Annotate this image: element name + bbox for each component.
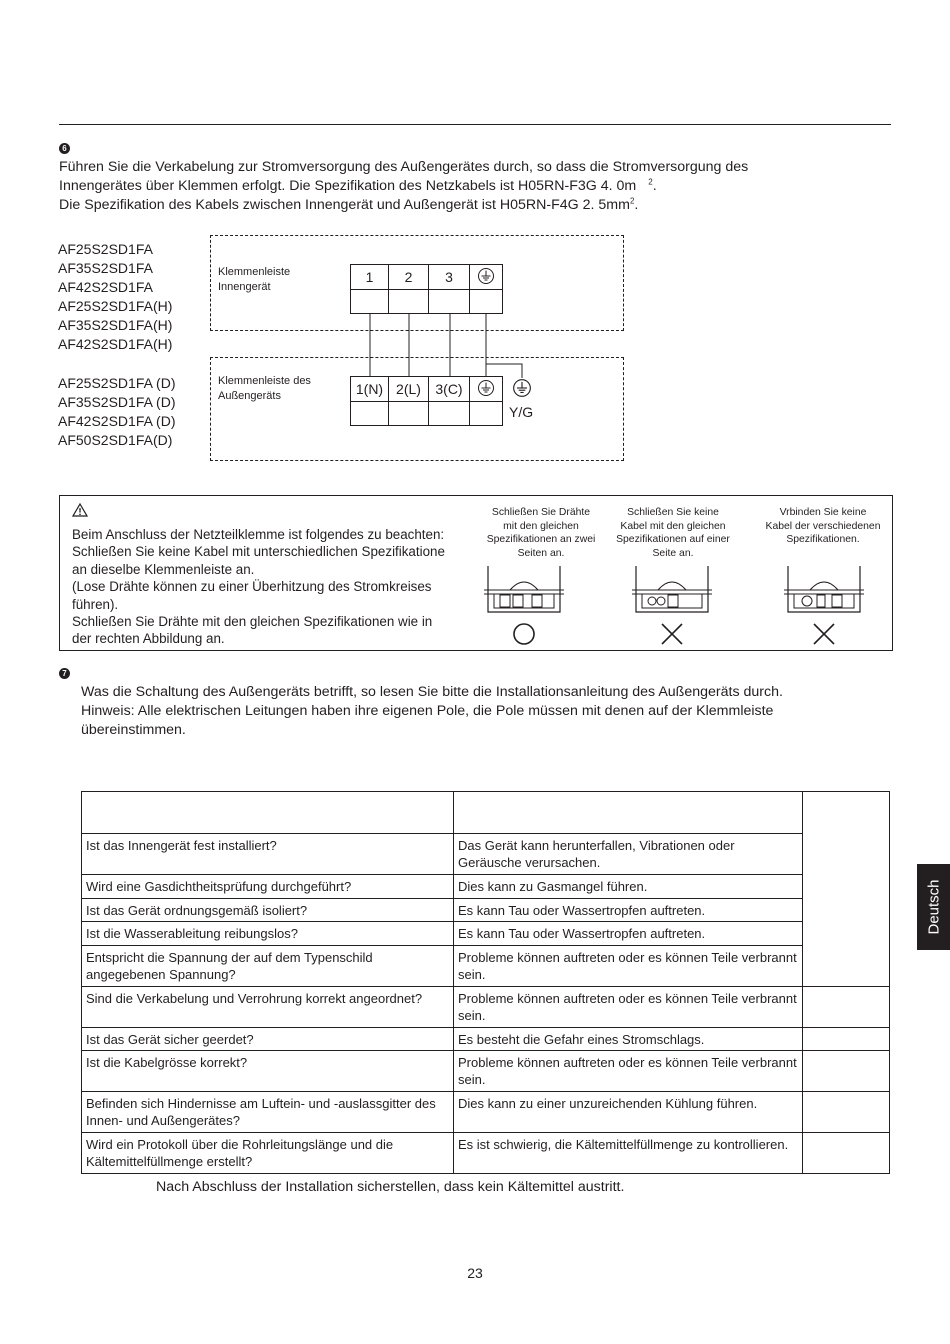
wrong-cross-icon [814, 624, 834, 644]
figure-3-caption [758, 506, 888, 547]
model-item: AF50S2SD1FA(D) [58, 432, 173, 448]
table-row [82, 875, 890, 899]
ground-terminal [470, 265, 503, 290]
section-7-text [81, 683, 783, 740]
warning-line: der rechten Abbildung an. [72, 631, 225, 647]
indoor-label-line-1: Klemmenleiste [218, 266, 291, 278]
caption-line: Spezifikationen. [786, 534, 860, 545]
warning-line: Beim Anschluss der Netzteilklemme ist folgendes zu beachten: [72, 527, 445, 542]
terminal-c: 3(C) [429, 377, 470, 402]
outdoor-terminal-block [350, 376, 503, 426]
line-2-text: Innengerätes über Klemmen erfolgt. Die Spezifikation des Netzkabels ist H05RN-F3G 4. 0m [59, 178, 637, 194]
step-6-marker: 6 [59, 143, 70, 154]
check-item: Befinden sich Hindernisse am Luftein- und -auslassgitter des Innen- und Außengerätes? [82, 1092, 454, 1133]
terminal-figure-wrong-1 [632, 566, 712, 644]
terminal-3: 3 [429, 265, 470, 290]
possible-failure: Das Gerät kann herunterfallen, Vibrationen oder Geräusche verursachen. [454, 834, 803, 875]
table-header-row [82, 792, 890, 834]
caption-line: mit den gleichen [503, 520, 579, 532]
check-item: Sind die Verkabelung und Verrohrung korrekt angeordnet? [82, 987, 454, 1028]
outdoor-label-line-2: Außengeräts [218, 390, 281, 402]
language-tab-label: Deutsch [925, 879, 942, 935]
section-7-line-3: übereinstimmen. [81, 722, 186, 738]
possible-failure: Probleme können auftreten oder es können Teile verbrannt sein. [454, 1051, 803, 1092]
table-row [82, 922, 890, 946]
warning-text [72, 526, 482, 648]
possible-failure: Probleme können auftreten oder es können Teile verbrannt sein. [454, 987, 803, 1028]
table-row [82, 946, 890, 987]
table-row [82, 899, 890, 922]
model-item: AF25S2SD1FA (D) [58, 375, 176, 391]
warning-line: führen). [72, 596, 119, 612]
model-item: AF25S2SD1FA(H) [58, 298, 173, 314]
header-cell [82, 792, 454, 834]
table-row [82, 1051, 890, 1092]
check-item: Ist die Kabelgrösse korrekt? [82, 1051, 454, 1092]
check-item: Wird ein Protokoll über die Rohrleitungslänge und die Kältemittelfüllmenge erstellt? [82, 1133, 454, 1174]
table-row [82, 1092, 890, 1133]
possible-failure: Dies kann zu einer unzureichenden Kühlung führen. [454, 1092, 803, 1133]
line-3-end: . [634, 197, 639, 213]
line-3-text: Die Spezifikation des Kabels zwischen Innengerät und Außengerät ist H05RN-F4G 2. 5mm [59, 197, 630, 213]
terminal-l: 2(L) [389, 377, 429, 402]
indoor-terminal-block [350, 264, 503, 314]
table-row [82, 834, 890, 875]
possible-failure: Es ist schwierig, die Kältemittelfüllmenge zu kontrollieren. [454, 1133, 803, 1174]
model-item: AF42S2SD1FA (D) [58, 413, 176, 429]
result-cell [803, 1028, 890, 1051]
possible-failure: Es kann Tau oder Wassertropfen auftreten. [454, 899, 803, 922]
terminal-1: 1 [351, 265, 389, 290]
warning-line: an dieselbe Klemmenleiste an. [72, 561, 255, 577]
possible-failure: Dies kann zu Gasmangel führen. [454, 875, 803, 899]
figure-1-caption [476, 506, 606, 560]
page-number: 23 [467, 1265, 483, 1281]
warning-line: Schließen Sie keine Kabel mit unterschiedlichen Spezifikatione [72, 544, 445, 560]
section-6-line-1: Führen Sie die Verkabelung zur Stromversorgung des Außengerätes durch, so dass die Stromversorgung des [59, 159, 749, 175]
result-cell [803, 792, 890, 987]
model-item: AF35S2SD1FA (D) [58, 394, 176, 410]
indoor-label-line-2: Innengerät [218, 281, 271, 293]
ground-icon [477, 379, 495, 397]
terminal-n: 1(N) [351, 377, 389, 402]
caption-line: Vrbinden Sie keine [779, 507, 867, 518]
possible-failure: Es besteht die Gefahr eines Stromschlags. [454, 1028, 803, 1051]
line-3-superscript: 2 [629, 196, 635, 206]
result-cell [803, 1133, 890, 1174]
warning-line: Schließen Sie Drähte mit den gleichen Spezifikationen wie in [72, 614, 433, 630]
ground-terminal [470, 377, 503, 402]
ground-icon [477, 267, 495, 285]
caption-line: Schließen Sie keine [627, 507, 719, 518]
check-item: Wird eine Gasdichtheitsprüfung durchgeführt? [82, 875, 454, 899]
warning-line: (Lose Drähte können zu einer Überhitzung des Stromkreises [72, 579, 432, 595]
footer-note: Nach Abschluss der Installation sicherstellen, dass kein Kältemittel austritt. [156, 1179, 625, 1195]
result-cell [803, 1051, 890, 1092]
line-2-superscript: 2 [648, 177, 653, 187]
step-7-marker: 7 [59, 668, 70, 679]
model-item: AF35S2SD1FA [58, 260, 153, 276]
caption-line: Seiten an. [517, 547, 565, 559]
terminal-figure-correct [484, 566, 564, 644]
section-7-line-1: Was die Schaltung des Außengeräts betrifft, so lesen Sie bitte die Installationsanleitung des Außengeräts durch. [81, 684, 783, 700]
terminal-figure-wrong-2 [784, 566, 864, 644]
outdoor-label-line-1: Klemmenleiste des [218, 375, 311, 387]
warning-triangle-icon [72, 503, 88, 517]
caption-line: Spezifikationen auf einer [616, 534, 730, 545]
correct-circle-icon [514, 624, 534, 644]
check-item: Ist das Gerät sicher geerdet? [82, 1028, 454, 1051]
ground-wire-label: Y/G [509, 404, 534, 420]
terminal-2: 2 [389, 265, 429, 290]
table-row [82, 1028, 890, 1051]
table-row [82, 1133, 890, 1174]
check-item: Ist das Gerät ordnungsgemäß isoliert? [82, 899, 454, 922]
wrong-cross-icon [662, 624, 682, 644]
model-item: AF42S2SD1FA [58, 279, 153, 295]
figure-2-caption [608, 506, 738, 560]
language-tab [917, 864, 950, 950]
caption-line: Seite an. [652, 547, 694, 559]
check-item: Entspricht die Spannung der auf dem Typenschild angegebenen Spannung? [82, 946, 454, 987]
caption-line: Spezifikationen an zwei [486, 534, 596, 545]
result-cell [803, 1092, 890, 1133]
possible-failure: Es kann Tau oder Wassertropfen auftreten. [454, 922, 803, 946]
installation-checklist-table [81, 791, 890, 1174]
terminal-figures [480, 560, 900, 650]
check-item: Ist das Innengerät fest installiert? [82, 834, 454, 875]
model-item: AF25S2SD1FA [58, 241, 153, 257]
header-cell [454, 792, 803, 834]
table-row [82, 987, 890, 1028]
caption-line: Schließen Sie Drähte [491, 507, 591, 518]
caption-line: Kabel mit den gleichen [620, 520, 726, 532]
possible-failure: Probleme können auftreten oder es können Teile verbrannt sein. [454, 946, 803, 987]
model-item: AF42S2SD1FA(H) [58, 336, 173, 352]
check-item: Ist die Wasserableitung reibungslos? [82, 922, 454, 946]
caption-line: Kabel der verschiedenen [765, 520, 881, 532]
model-item: AF35S2SD1FA(H) [58, 317, 173, 333]
line-2-end: . [652, 178, 657, 194]
section-7-line-2: Hinweis: Alle elektrischen Leitungen haben ihre eigenen Pole, die Pole müssen mit denen auf der Klemmleiste [81, 703, 774, 719]
ground-wire-icon [512, 378, 532, 398]
result-cell [803, 987, 890, 1028]
